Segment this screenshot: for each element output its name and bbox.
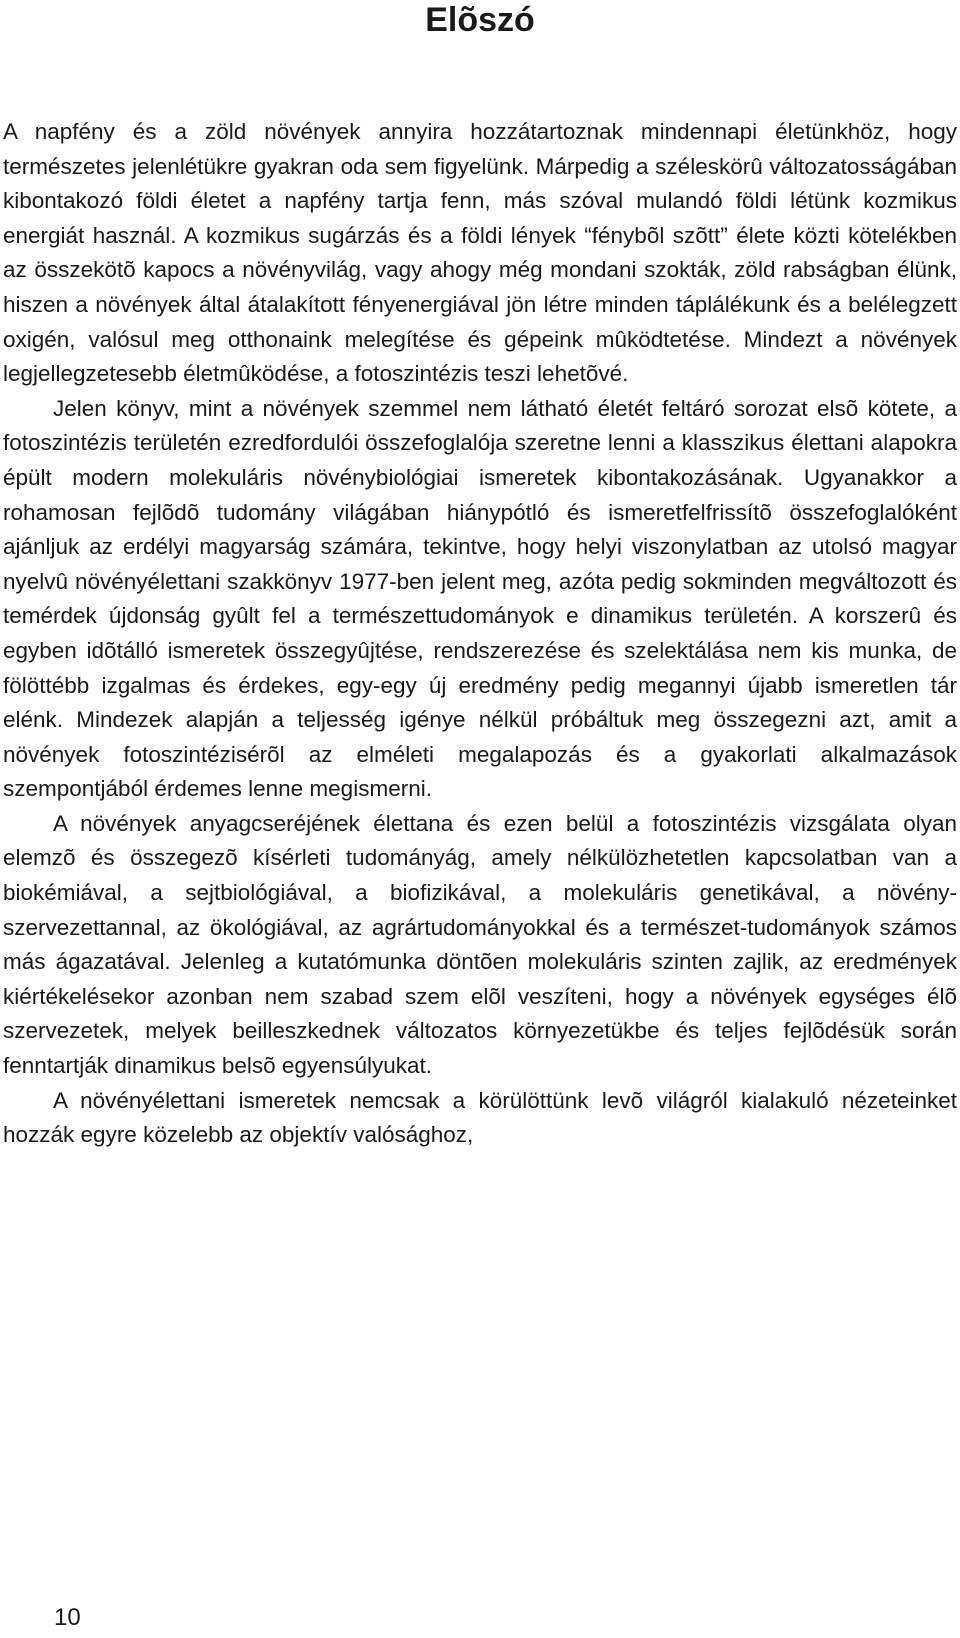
page-title: Elõszó bbox=[425, 1, 535, 39]
paragraph-2: Jelen könyv, mint a növények szemmel nem látható életét feltáró sorozat elsõ kötete, a fotoszintézis területén ezredfordulói összefoglalója szeretne lenni a klasszikus élettani alapokra épült modern molekuláris növénybiológiai ismeretek kibontakozásának. Ugyanakkor a rohamosan fejlõdõ tudomány világában hiánypótló és ismeretfelfrissítõ összefoglalóként ajánljuk az erdélyi magyarság számára, tekintve, hogy helyi viszonylatban az utolsó magyar nyelvû növényélettani szakkönyv 1977-ben jelent meg, azóta pedig sokminden megváltozott és temérdek újdonság gyûlt fel a természettudományok e dinamikus területén. A korszerû és egyben idõtálló ismeretek összegyûjtése, rendszerezése és szelektálása nem kis munka, de fölöttébb izgalmas és érdekes, egy-egy új eredmény pedig megannyi újabb ismeretlen tár elénk. Mindezek alapján a teljesség igénye nélkül próbáltuk meg összegezni azt, amit a növények fotoszintézisérõl az elméleti megalapozás és a gyakorlati alkalmazások szempontjából érdemes lenne megismerni. bbox=[3, 395, 957, 802]
paragraph-3: A növények anyagcseréjének élettana és ezen belül a fotoszintézis vizsgálata olyan elemzõ és összegezõ kísérleti tudományág, amely nélkülözhetetlen kapcsolatban van a biokémiával, a sejtbiológiával, a biofizikával, a molekuláris genetikával, a növény-szervezettannal, az ökológiával, az agrártudományokkal és a természet-tudományok számos más ágazatával. Jelenleg a kutatómunka döntõen molekuláris szinten zajlik, az eredmények kiértékelésekor azonban nem szabad szem elõl veszíteni, hogy a növények egységes élõ szervezetek, melyek beilleszkednek változatos környezetükbe és teljes fejlõdésük során fenntartják dinamikus belsõ egyensúlyukat. bbox=[3, 810, 957, 1079]
page-number: 10 bbox=[54, 1604, 81, 1631]
body-text bbox=[3, 115, 957, 1153]
paragraph-4: A növényélettani ismeretek nemcsak a körülöttünk levõ világról kialakuló nézeteinket hozzák egyre közelebb az objektív valósághoz, bbox=[3, 1087, 957, 1148]
paragraph-1: A napfény és a zöld növények annyira hozzátartoznak mindennapi életünkhöz, hogy természetes jelenlétükre gyakran oda sem figyelünk. Márpedig a széleskörû változatosságában kibontakozó földi életet a napfény tartja fenn, más szóval mulandó földi létünk kozmikus energiát használ. A kozmikus sugárzás és a földi lények “fénybõl szõtt” élete közti kötelékben az összekötõ kapocs a növényvilág, vagy ahogy még mondani szokták, zöld rabságban élünk, hiszen a növények által átalakított fényenergiával jön létre minden táplálékunk és a belélegzett oxigén, valósul meg otthonaink melegítése és gépeink mûködtetése. Mindezt a növények legjellegzetesebb életmûködése, a fotoszintézis teszi lehetõvé. bbox=[3, 119, 957, 387]
